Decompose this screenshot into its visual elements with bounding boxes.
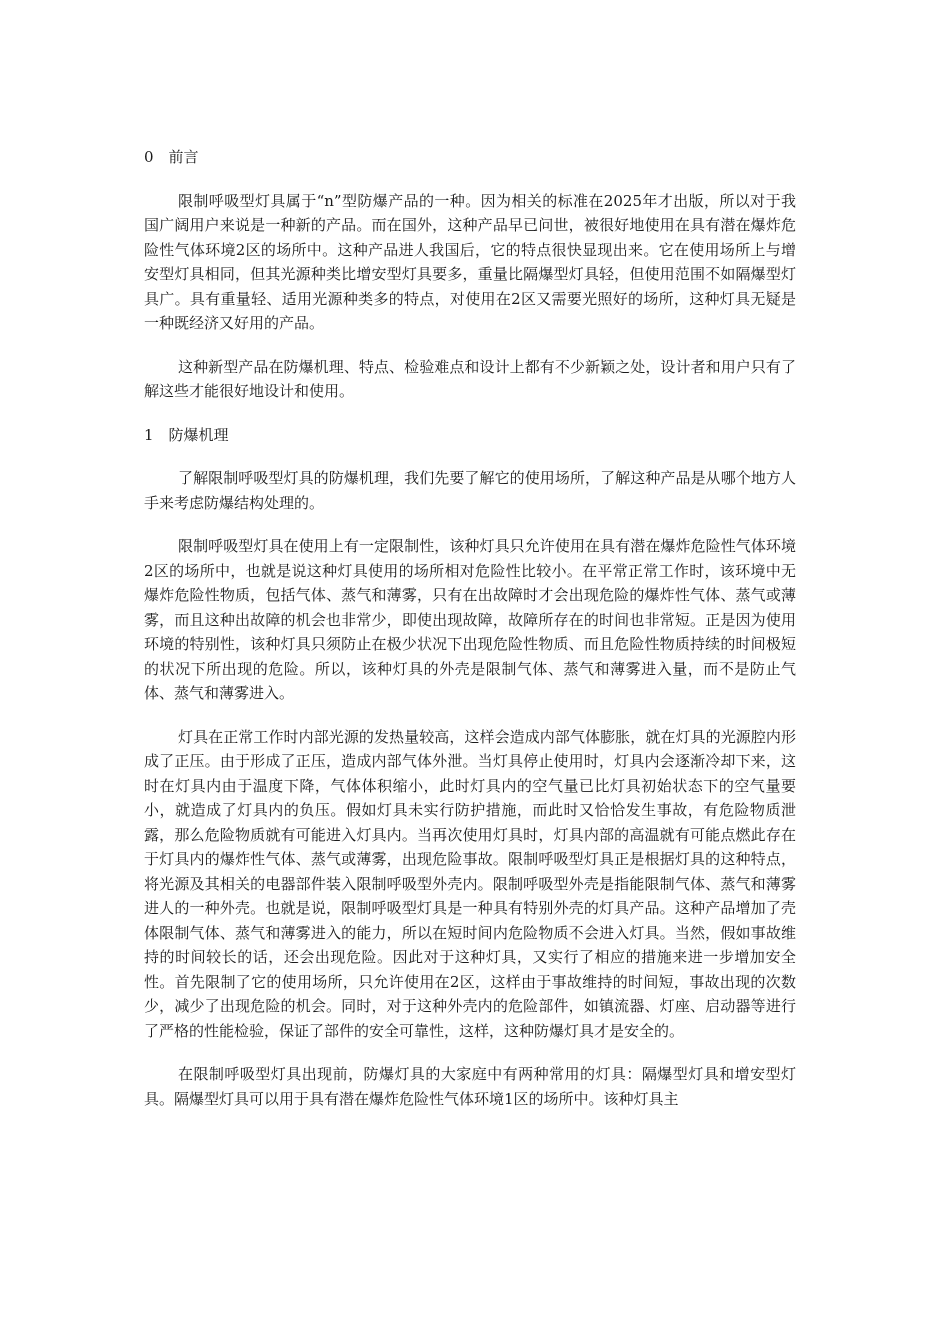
paragraph: 灯具在正常工作时内部光源的发热量较高，这样会造成内部气体膨胀，就在灯具的光源腔内形成了正压。由于形成了正压，造成内部气体外泄。当灯具停止使用时，灯具内会逐渐冷却下来，这时在灯具内由于温度下降，气体体积缩小，此时灯具内的空气量已比灯具初始状态下的空气量要小，就造成了灯具内的负压。假如灯具未实行防护措施，而此时又恰恰发生事故，有危险物质泄露，那么危险物质就有可能进入灯具内。当再次使用灯具时，灯具内部的高温就有可能点燃此存在于灯具内的爆炸性气体、蒸气或薄雾，出现危险事故。限制呼吸型灯具正是根据灯具的这种特点，将光源及其相关的电器部件装入限制呼吸型外壳内。限制呼吸型外壳是指能限制气体、蒸气和薄雾进人的一种外壳。也就是说，限制呼吸型灯具是一种具有特别外壳的灯具产品。这种产品增加了壳体限制气体、蒸气和薄雾进入的能力，所以在短时间内危险物质不会进入灯具。当然，假如事故维持的时间较长的话，还会出现危险。因此对于这种灯具，又实行了相应的措施来进一步增加安全性。首先限制了它的使用场所，只允许使用在2区，这样由于事故维持的时间短，事故出现的次数少，减少了出现危险的机会。同时，对于这种外壳内的危险部件，如镇流器、灯座、启动器等进行了严格的性能检验，保证了部件的安全可靠性，这样，这种防爆灯具才是安全的。 <box>144 727 796 1040</box>
paragraph: 了解限制呼吸型灯具的防爆机理，我们先要了解它的使用场所，了解这种产品是从哪个地方人手来考虑防爆结构处理的。 <box>144 469 796 512</box>
paragraph: 这种新型产品在防爆机理、特点、检验难点和设计上都有不少新颖之处，设计者和用户只有了解这些才能很好地设计和使用。 <box>144 357 796 400</box>
section-heading-mechanism: 1 防爆机理 <box>144 425 229 444</box>
paragraph: 限制呼吸型灯具属于“n”型防爆产品的一种。因为相关的标准在2025年才出版，所以对于我国广阔用户来说是一种新的产品。而在国外，这种产品早已问世，被很好地使用在具有潜在爆炸危险性气体环境2区的场所中。这种产品进人我国后，它的特点很快显现出来。它在使用场所上与增安型灯具相同，但其光源种类比增安型灯具要多，重量比隔爆型灯具轻，但使用范围不如隔爆型灯具广。具有重量轻、适用光源种类多的特点，对使用在2区又需要光照好的场所，这种灯具无疑是一种既经济又好用的产品。 <box>144 191 796 332</box>
paragraph: 在限制呼吸型灯具出现前，防爆灯具的大家庭中有两种常用的灯具：隔爆型灯具和增安型灯具。隔爆型灯具可以用于具有潜在爆炸危险性气体环境1区的场所中。该种灯具主 <box>144 1065 796 1108</box>
document-body <box>144 145 796 1130</box>
section-heading-preface: 0 前言 <box>144 148 199 166</box>
paragraph: 限制呼吸型灯具在使用上有一定限制性，该种灯具只允许使用在具有潜在爆炸危险性气体环境2区的场所中，也就是说这种灯具使用的场所相对危险性比较小。在平常正常工作时，该环境中无爆炸危险性物质，包括气体、蒸气和薄雾，只有在出故障时才会出现危险的爆炸性气体、蒸气或薄雾，而且这种出故障的机会也非常少，即使出现故障，故障所存在的时间也非常短。正是因为使用环境的特别性，该种灯具只须防止在极少状况下出现危险性物质、而且危险性物质持续的时间极短的状况下所出现的危险。所以，该种灯具的外壳是限制气体、蒸气和薄雾进入量，而不是防止气体、蒸气和薄雾进入。 <box>144 537 796 702</box>
